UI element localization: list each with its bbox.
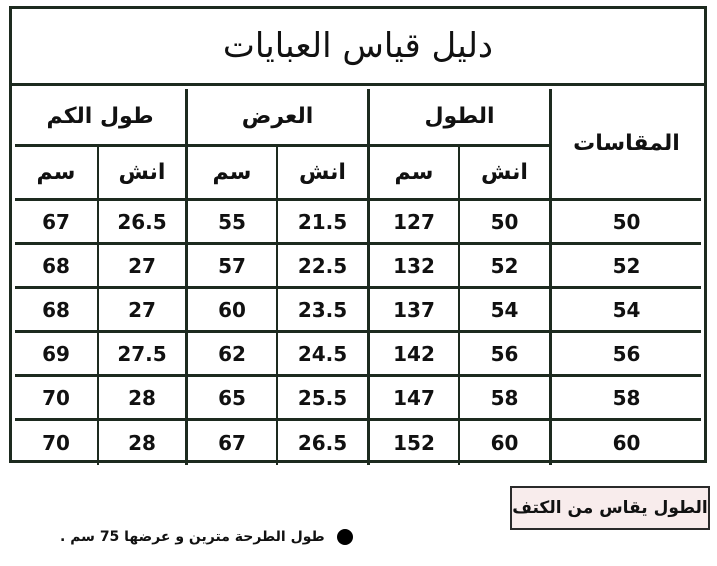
bullet-icon	[337, 529, 353, 545]
table-row	[15, 377, 701, 421]
cell-length-cm: 137	[367, 289, 458, 333]
cell-width-in: 23.5	[276, 289, 367, 333]
cell-width-cm: 55	[185, 201, 276, 245]
header-sleeve: طول الكم	[15, 89, 185, 147]
size-guide-frame	[9, 6, 707, 463]
cell-size: 58	[549, 377, 701, 421]
cell-sleeve-cm: 70	[15, 377, 97, 421]
cell-size: 60	[549, 421, 701, 465]
cell-length-in: 58	[458, 377, 549, 421]
note-box: الطول يقاس من الكتف	[510, 486, 710, 530]
cell-size: 56	[549, 333, 701, 377]
cell-size: 52	[549, 245, 701, 289]
footnote-text: طول الطرحة مترين و عرضها 75 سم .	[60, 529, 325, 545]
cell-length-cm: 152	[367, 421, 458, 465]
cell-sleeve-cm: 70	[42, 431, 70, 455]
table-row	[15, 333, 701, 377]
cell-width-in: 26.5	[276, 421, 367, 465]
cell-width-cm: 65	[185, 377, 276, 421]
cell-width-cm: 62	[185, 333, 276, 377]
cell-width-in: 22.5	[276, 245, 367, 289]
cell-sleeve-cm: 68	[15, 245, 97, 289]
cell-length-cm: 132	[367, 245, 458, 289]
cell-sleeve-in: 28	[97, 377, 185, 421]
cell-width-cm: 57	[185, 245, 276, 289]
subheader-width-inch: انش	[276, 147, 367, 201]
cell-sleeve-in: 27	[97, 245, 185, 289]
cell-sleeve-in: 27	[97, 289, 185, 333]
subheader-length-cm: سم	[367, 147, 458, 201]
cell-length-in: 54	[458, 289, 549, 333]
cell-sleeve-in: 27.5	[97, 333, 185, 377]
table-row	[15, 245, 701, 289]
size-table	[15, 89, 701, 465]
cell-sleeve-cm: 69	[15, 333, 97, 377]
cell-sleeve-in: 28	[97, 421, 185, 465]
cell-width-in: 24.5	[276, 333, 367, 377]
table-row	[15, 289, 701, 333]
cell-sleeve-cm: 68	[15, 289, 97, 333]
subheader-sleeve-inch: انش	[97, 147, 185, 201]
header-width: العرض	[185, 89, 367, 147]
cell-sleeve-in: 26.5	[97, 201, 185, 245]
table-row	[15, 421, 701, 465]
subheader-sleeve-cm: سم	[15, 147, 97, 201]
cell-length-in: 50	[458, 201, 549, 245]
header-length: الطول	[367, 89, 549, 147]
cell-length-cm: 127	[367, 201, 458, 245]
cell-width-cm: 67	[185, 421, 276, 465]
cell-width-cm: 60	[185, 289, 276, 333]
cell-length-in: 52	[458, 245, 549, 289]
cell-length-in: 60	[458, 421, 549, 465]
cell-size: 54	[549, 289, 701, 333]
cell-length-cm: 142	[367, 333, 458, 377]
cell-width-in: 25.5	[276, 377, 367, 421]
cell-length-in: 56	[458, 333, 549, 377]
subheader-width-cm: سم	[185, 147, 276, 201]
page-title: دليل قياس العبايات	[12, 9, 704, 86]
footnote	[60, 522, 380, 552]
cell-sleeve-cm: 67	[15, 201, 97, 245]
cell-length-cm: 147	[367, 377, 458, 421]
subheader-length-inch: انش	[458, 147, 549, 201]
cell-width-in: 21.5	[276, 201, 367, 245]
cell-size: 50	[549, 201, 701, 245]
header-sizes: المقاسات	[549, 89, 701, 201]
table-row	[15, 201, 701, 245]
